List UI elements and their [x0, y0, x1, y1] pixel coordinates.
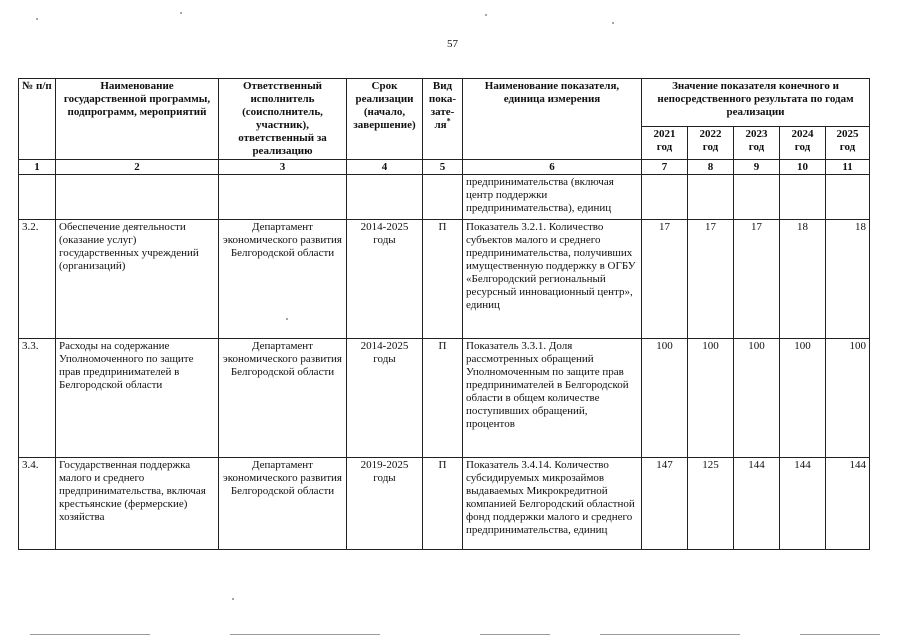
cell-indicator: Показатель 3.3.1. Доля рассмотренных обращений Уполномоченным по защите прав предпринимателей в Белгородской области в общем количестве поступивших обращений, процентов — [463, 339, 642, 458]
table-row — [19, 458, 870, 550]
continuation-row — [19, 175, 870, 220]
cell-indicator: Показатель 3.2.1. Количество субъектов малого и среднего предпринимательства, получивших имущественную поддержку в ОГБУ «Белгородский региональный ресурсный инновационный центр», единиц — [463, 220, 642, 339]
cell-term: 2019-2025 годы — [347, 458, 423, 550]
cell-value: 17 — [734, 220, 780, 339]
header-year-2023 — [734, 126, 780, 159]
header-indicator: Наименование показателя, единица измерения — [463, 79, 642, 160]
cell-no: 3.4. — [19, 458, 56, 550]
cell-name — [56, 175, 219, 220]
year-label: 2025 — [836, 127, 859, 140]
cell-value: 144 — [734, 458, 780, 550]
header-term: Срок реализации (начало, завершение) — [347, 79, 423, 160]
header-name: Наименование государственной программы, подпрограмм, мероприятий — [56, 79, 219, 160]
cell-executor: Департамент экономического развития Белгородской области — [219, 220, 347, 339]
cell-name: Обеспечение деятельности (оказание услуг) государственных учреждений (организаций) — [56, 220, 219, 339]
cell-no: 3.3. — [19, 339, 56, 458]
year-label: 2022 — [699, 127, 722, 140]
table-row — [19, 220, 870, 339]
cell-term: 2014-2025 годы — [347, 339, 423, 458]
column-number: 8 — [688, 160, 734, 175]
header-type-mark: * — [446, 116, 451, 126]
column-number-row — [19, 160, 870, 175]
cell-type: П — [423, 458, 463, 550]
column-number: 4 — [347, 160, 423, 175]
header-year-2022 — [688, 126, 734, 159]
cell-value: 17 — [642, 220, 688, 339]
header-values-group: Значение показателя конечного и непосредственного результата по годам реализации — [642, 79, 870, 127]
year-unit: год — [748, 140, 765, 153]
column-number: 9 — [734, 160, 780, 175]
scan-speck — [612, 22, 614, 24]
cell-value: 100 — [826, 339, 870, 458]
cell-term: 2014-2025 годы — [347, 220, 423, 339]
scan-line — [30, 634, 150, 635]
year-label: 2023 — [745, 127, 768, 140]
column-number: 5 — [423, 160, 463, 175]
column-number: 1 — [19, 160, 56, 175]
cell-value — [642, 175, 688, 220]
cell-value — [780, 175, 826, 220]
scan-speck — [36, 18, 38, 20]
column-number: 10 — [780, 160, 826, 175]
header-type — [423, 79, 463, 160]
cell-executor: Департамент экономического развития Белгородской области — [219, 339, 347, 458]
cell-no: 3.2. — [19, 220, 56, 339]
cell-value: 100 — [688, 339, 734, 458]
scan-line — [480, 634, 550, 635]
cell-indicator: предпринимательства (включая центр поддержки предпринимательства), единиц — [463, 175, 642, 220]
scan-speck — [232, 598, 234, 600]
cell-name: Государственная поддержка малого и среднего предпринимательства, включая крестьянские (фермерские) хозяйства — [56, 458, 219, 550]
cell-value: 17 — [688, 220, 734, 339]
indicator-table — [18, 78, 870, 550]
header-no: № п/п — [19, 79, 56, 160]
cell-value: 147 — [642, 458, 688, 550]
column-number: 7 — [642, 160, 688, 175]
cell-value: 100 — [734, 339, 780, 458]
column-number: 6 — [463, 160, 642, 175]
cell-value — [826, 175, 870, 220]
cell-value — [734, 175, 780, 220]
cell-executor: Департамент экономического развития Белгородской области — [219, 458, 347, 550]
year-unit: год — [794, 140, 811, 153]
scan-line — [230, 634, 380, 635]
scan-speck — [180, 12, 182, 14]
cell-type: П — [423, 339, 463, 458]
column-number: 3 — [219, 160, 347, 175]
cell-value: 18 — [780, 220, 826, 339]
scan-line — [800, 634, 880, 635]
cell-value — [688, 175, 734, 220]
cell-value: 144 — [780, 458, 826, 550]
cell-value: 100 — [642, 339, 688, 458]
header-type-label: Вид пока-зате-ля — [428, 80, 457, 131]
cell-type: П — [423, 220, 463, 339]
cell-value: 100 — [780, 339, 826, 458]
cell-indicator: Показатель 3.4.14. Количество субсидируемых микрозаймов выдаваемых Микрокредитной компанией Белгородский областной фонд поддержки малого и среднего предпринимательства, единиц — [463, 458, 642, 550]
cell-value: 144 — [826, 458, 870, 550]
year-label: 2024 — [791, 127, 814, 140]
page-number: 57 — [447, 38, 458, 50]
cell-no — [19, 175, 56, 220]
header-year-2025 — [826, 126, 870, 159]
cell-value: 125 — [688, 458, 734, 550]
header-executor: Ответственный исполнитель (соисполнитель, участник), ответственный за реализацию — [219, 79, 347, 160]
cell-value: 18 — [826, 220, 870, 339]
header-year-2024 — [780, 126, 826, 159]
year-unit: год — [702, 140, 719, 153]
column-number: 2 — [56, 160, 219, 175]
year-label: 2021 — [653, 127, 676, 140]
year-unit: год — [656, 140, 673, 153]
table-row — [19, 339, 870, 458]
scan-speck — [485, 14, 487, 16]
header-row — [19, 79, 870, 127]
cell-executor — [219, 175, 347, 220]
scan-speck — [286, 318, 288, 320]
column-number: 11 — [826, 160, 870, 175]
header-year-2021 — [642, 126, 688, 159]
scan-line — [600, 634, 740, 635]
year-unit: год — [839, 140, 856, 153]
cell-name: Расходы на содержание Уполномоченного по защите прав предпринимателей в Белгородской области — [56, 339, 219, 458]
cell-term — [347, 175, 423, 220]
cell-type — [423, 175, 463, 220]
